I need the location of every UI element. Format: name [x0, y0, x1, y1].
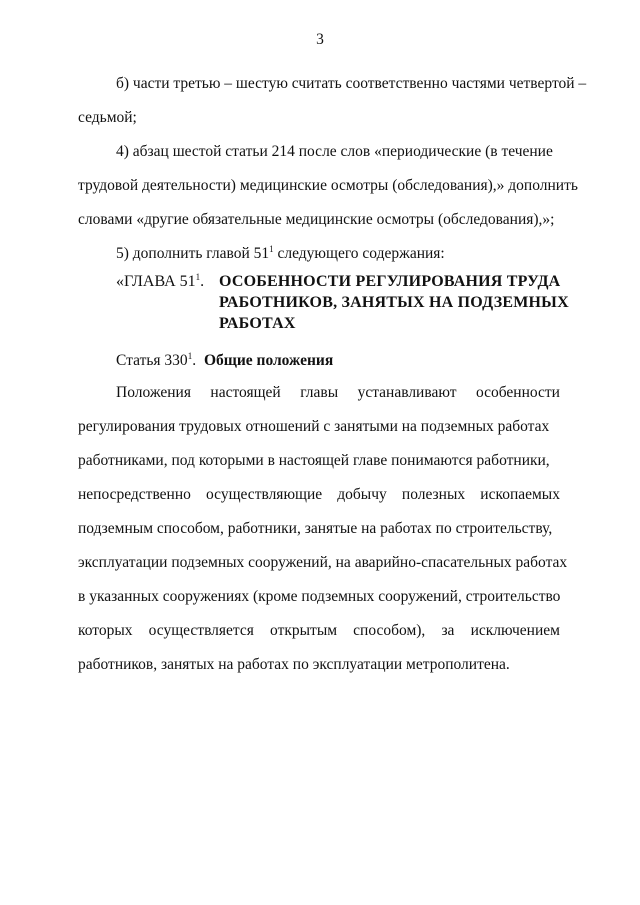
word: открытым [270, 622, 338, 639]
text-line [78, 478, 560, 512]
text-line: 4) абзац шестой статьи 214 после слов «периодические (в течение [116, 143, 553, 160]
text-line [78, 376, 560, 410]
word: устанавливают [357, 384, 457, 401]
superscript: 1 [187, 351, 193, 361]
word: ископаемых [480, 486, 560, 503]
page-number: 3 [316, 31, 324, 48]
chapter-prefix-text: . [200, 273, 205, 290]
word: осуществляется [148, 622, 254, 639]
text-line: словами «другие обязательные медицинские осмотры (обследования),»; [78, 211, 555, 228]
text-line: работниками, под которыми в настоящей главе понимаются работники, [78, 452, 550, 469]
item5-text: 5) дополнить главой 51 [116, 245, 270, 262]
text-line [78, 237, 560, 271]
word: полезных [401, 486, 466, 503]
article-label: . [192, 352, 197, 369]
text-line: б) части третью – шестую считать соответственно частями четвертой – [116, 75, 587, 92]
superscript: 1 [269, 244, 274, 254]
text-line: подземным способом, работники, занятые на работах по строительству, [78, 520, 553, 537]
text-line: регулирования трудовых отношений с занятыми на подземных работах [78, 418, 550, 435]
article-label: Статья 330 [116, 352, 188, 369]
word: исключением [470, 622, 560, 639]
word: способом), [353, 622, 426, 639]
word: которых [78, 622, 133, 639]
word: главы [300, 384, 339, 401]
word: осуществляющие [206, 486, 323, 503]
text-line: в указанных сооружениях (кроме подземных сооружений, строительство [78, 588, 561, 605]
text-line: работников, занятых на работах по эксплуатации метрополитена. [78, 656, 510, 673]
text-line [78, 614, 560, 648]
article-paragraph [78, 376, 568, 682]
text-line: эксплуатации подземных сооружений, на аварийно-спасательных работах [78, 554, 568, 571]
chapter-title-line: РАБОТАХ [219, 315, 296, 332]
amendment-text [78, 67, 587, 271]
word: особенности [475, 384, 560, 401]
superscript: 1 [195, 272, 201, 282]
word: добычу [337, 486, 387, 503]
text-line: седьмой; [78, 109, 137, 126]
chapter-title [219, 271, 569, 334]
chapter-title-line: ОСОБЕННОСТИ РЕГУЛИРОВАНИЯ ТРУДА [219, 273, 561, 290]
chapter-prefix-text: «ГЛАВА 51 [116, 273, 196, 290]
chapter-prefix [116, 271, 204, 292]
text-line: трудовой деятельности) медицинские осмотры (обследования),» дополнить [78, 177, 578, 194]
chapter-heading [116, 271, 569, 334]
item5-text: следующего содержания: [273, 245, 445, 262]
article-heading [116, 352, 333, 370]
chapter-title-line: РАБОТНИКОВ, ЗАНЯТЫХ НА ПОДЗЕМНЫХ [219, 294, 569, 311]
word: настоящей [210, 384, 281, 401]
word: за [441, 622, 455, 639]
word: Положения [116, 384, 191, 401]
word: непосредственно [78, 486, 191, 503]
article-title: Общие положения [203, 352, 334, 369]
